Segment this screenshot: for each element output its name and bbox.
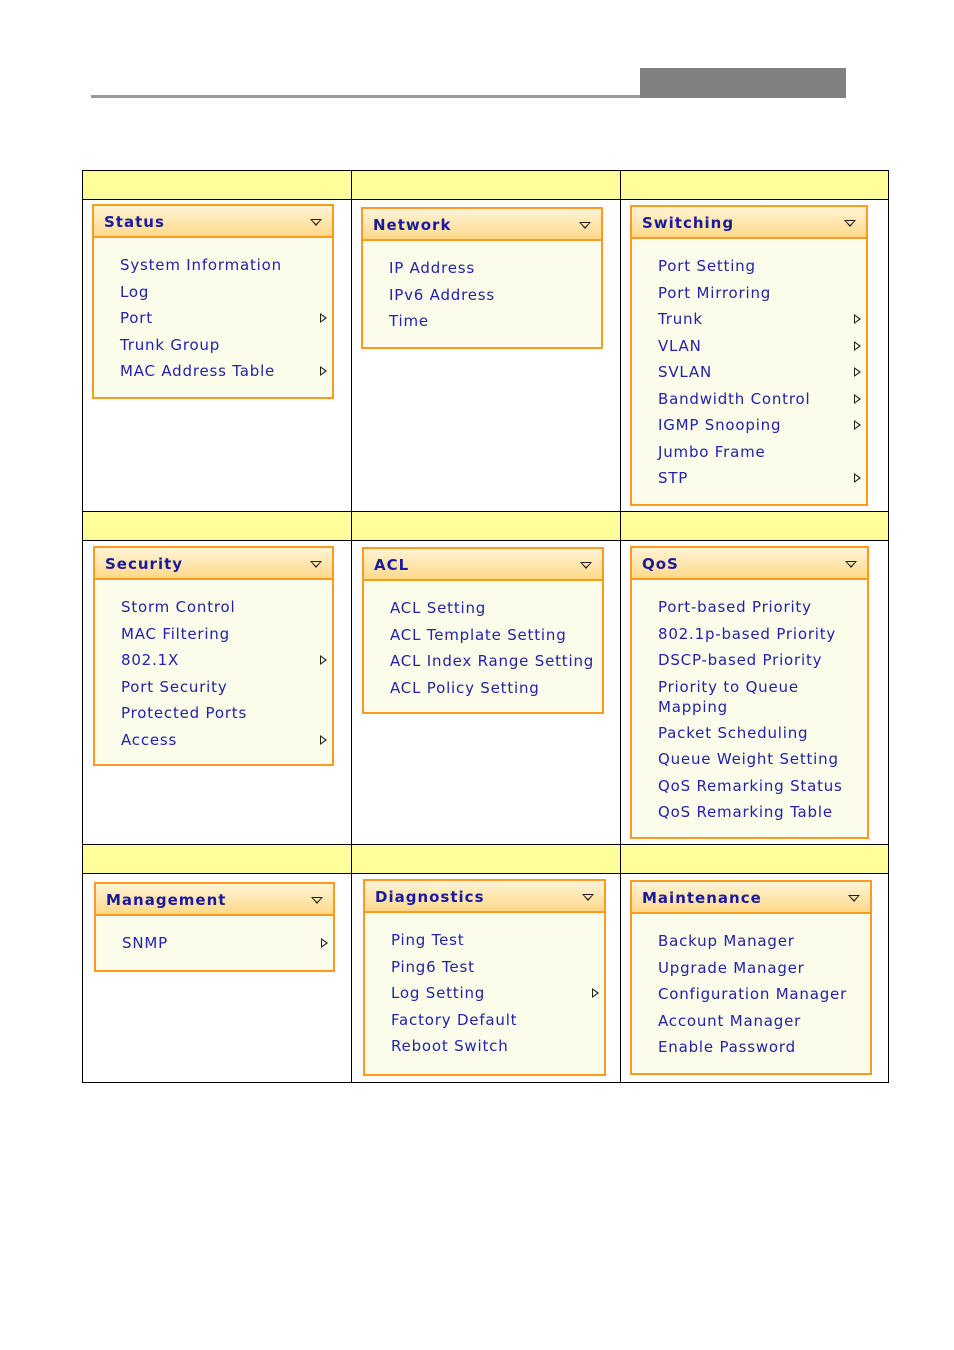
menu-item-maintenance-1[interactable] [632, 955, 870, 982]
menu-item-qos-6[interactable] [632, 773, 867, 800]
menu-item-switching-6[interactable] [632, 412, 866, 439]
menu-item-security-3[interactable] [95, 674, 332, 701]
submenu-arrow-icon [854, 473, 861, 483]
menu-items [94, 238, 332, 385]
menu-item-label: IP Address [389, 259, 475, 277]
submenu-arrow-icon [592, 988, 599, 998]
caret-down-icon[interactable] [311, 897, 323, 904]
menu-item-qos-4[interactable] [632, 720, 867, 747]
menu-item-label: VLAN [658, 336, 702, 355]
menu-item-switching-5[interactable] [632, 386, 866, 413]
menu-item-label: Backup Manager [658, 932, 795, 950]
menu-item-qos-7[interactable] [632, 799, 867, 826]
menu-item-label: ACL Setting [390, 599, 487, 617]
menu-item-label: Packet Scheduling [658, 723, 809, 742]
table-header-band-2 [83, 511, 888, 541]
menu-security [93, 546, 334, 766]
menu-switching [630, 205, 868, 506]
caret-down-icon[interactable] [310, 561, 322, 568]
menu-item-diagnostics-0[interactable] [365, 927, 604, 954]
menu-item-label: Time [389, 312, 429, 330]
menu-title: Maintenance [642, 889, 762, 907]
menu-item-management-0[interactable] [96, 930, 333, 957]
menu-item-qos-2[interactable] [632, 647, 867, 674]
menu-item-label: Account Manager [658, 1011, 802, 1030]
menu-items [364, 581, 602, 701]
menu-item-diagnostics-3[interactable] [365, 1007, 604, 1034]
table-header-band-3 [83, 844, 888, 874]
column-divider-2 [620, 171, 621, 1082]
menu-item-security-4[interactable] [95, 700, 332, 727]
menu-item-label: QoS Remarking Table [658, 803, 833, 821]
menu-item-status-2[interactable] [94, 305, 332, 332]
menu-header[interactable] [94, 206, 332, 238]
menu-header[interactable] [96, 884, 333, 916]
menu-acl [362, 547, 604, 714]
caret-down-icon[interactable] [845, 561, 857, 568]
menu-item-network-2[interactable] [363, 308, 601, 335]
menu-item-label: Bandwidth Control [658, 389, 811, 408]
submenu-arrow-icon [321, 938, 328, 948]
menu-item-switching-0[interactable] [632, 253, 866, 280]
menu-item-label-line2: Mapping [658, 697, 728, 716]
submenu-arrow-icon [854, 394, 861, 404]
menu-header[interactable] [632, 548, 867, 580]
menu-items [96, 916, 333, 957]
menu-item-label: QoS Remarking Status [658, 776, 843, 795]
menu-item-label: ACL Index Range Setting [390, 652, 595, 670]
menu-item-label: Port-based Priority [658, 598, 812, 616]
menu-item-label: Port Setting [658, 257, 756, 275]
menu-maintenance [630, 880, 872, 1075]
menu-item-switching-2[interactable] [632, 306, 866, 333]
submenu-arrow-icon [320, 366, 327, 376]
menu-item-maintenance-0[interactable] [632, 928, 870, 955]
menu-title: Management [106, 891, 227, 909]
submenu-arrow-icon [320, 313, 327, 323]
caret-down-icon[interactable] [582, 894, 594, 901]
menu-item-label: Port Security [121, 677, 228, 696]
menu-title: Security [105, 555, 184, 573]
caret-down-icon[interactable] [848, 895, 860, 902]
menu-network [361, 207, 603, 349]
submenu-arrow-icon [854, 367, 861, 377]
menu-item-label: Log [120, 282, 150, 301]
menu-item-label: ACL Template Setting [390, 625, 567, 644]
menu-header[interactable] [95, 548, 332, 580]
menu-items [632, 580, 867, 826]
menu-header[interactable] [363, 209, 601, 241]
menu-item-qos-0[interactable] [632, 594, 867, 621]
menu-item-acl-2[interactable] [364, 648, 602, 675]
menu-header[interactable] [364, 549, 602, 581]
menu-item-label: SVLAN [658, 363, 712, 381]
header-block [640, 68, 846, 98]
menu-items [632, 239, 866, 492]
menu-items [632, 914, 870, 1061]
menu-item-label: 802.1X [121, 651, 180, 669]
menu-item-status-3[interactable] [94, 332, 332, 359]
menu-title: Network [373, 216, 452, 234]
menu-item-diagnostics-2[interactable] [365, 980, 604, 1007]
menu-item-acl-0[interactable] [364, 595, 602, 622]
menu-item-label: System Information [120, 256, 282, 274]
menu-item-qos-5[interactable] [632, 746, 867, 773]
menu-item-diagnostics-1[interactable] [365, 954, 604, 981]
menu-item-security-2[interactable] [95, 647, 332, 674]
menu-title: QoS [642, 555, 679, 573]
menu-item-label: Reboot Switch [391, 1037, 509, 1055]
menu-title: Diagnostics [375, 888, 485, 906]
menu-items [95, 580, 332, 753]
caret-down-icon[interactable] [580, 562, 592, 569]
menu-item-label: Ping Test [391, 931, 465, 949]
menu-item-network-1[interactable] [363, 282, 601, 309]
menu-item-status-1[interactable] [94, 279, 332, 306]
menu-item-label: Log Setting [391, 984, 486, 1002]
menu-item-label: 802.1p-based Priority [658, 624, 837, 643]
menu-item-label: SNMP [122, 934, 168, 952]
menu-items [365, 913, 604, 1060]
menu-item-label: Jumbo Frame [658, 442, 766, 461]
menu-item-label: Factory Default [391, 1010, 518, 1029]
menu-table [82, 170, 889, 1083]
menu-title: Switching [642, 214, 735, 232]
menu-item-maintenance-4[interactable] [632, 1034, 870, 1061]
menu-item-diagnostics-4[interactable] [365, 1033, 604, 1060]
menu-item-label: Trunk Group [120, 335, 221, 354]
menu-item-qos-1[interactable] [632, 621, 867, 648]
menu-item-label: Port Mirroring [658, 283, 772, 302]
menu-item-acl-1[interactable] [364, 622, 602, 649]
menu-item-label: IPv6 Address [389, 285, 495, 304]
menu-item-label: MAC Address Table [120, 362, 276, 380]
menu-item-switching-4[interactable] [632, 359, 866, 386]
menu-item-label: Protected Ports [121, 704, 248, 722]
menu-item-label: STP [658, 469, 689, 487]
menu-item-label: Queue Weight Setting [658, 750, 839, 768]
menu-item-network-0[interactable] [363, 255, 601, 282]
menu-item-status-0[interactable] [94, 252, 332, 279]
menu-item-acl-3[interactable] [364, 675, 602, 702]
menu-item-label: Upgrade Manager [658, 958, 805, 977]
menu-item-label: ACL Policy Setting [390, 678, 540, 697]
menu-item-security-5[interactable] [95, 727, 332, 754]
menu-item-label: DSCP-based Priority [658, 651, 823, 669]
caret-down-icon[interactable] [844, 220, 856, 227]
menu-item-maintenance-2[interactable] [632, 981, 870, 1008]
submenu-arrow-icon [854, 341, 861, 351]
header-rule [91, 95, 640, 98]
menu-item-switching-8[interactable] [632, 465, 866, 492]
menu-diagnostics [363, 879, 606, 1076]
menu-header[interactable] [632, 207, 866, 239]
menu-item-label: MAC Filtering [121, 624, 230, 643]
menu-item-security-0[interactable] [95, 594, 332, 621]
menu-items [363, 241, 601, 335]
submenu-arrow-icon [320, 735, 327, 745]
caret-down-icon[interactable] [310, 219, 322, 226]
table-header-band-1 [83, 170, 888, 200]
submenu-arrow-icon [320, 655, 327, 665]
menu-title: ACL [374, 556, 410, 574]
menu-qos [630, 546, 869, 839]
menu-management [94, 882, 335, 972]
menu-item-label: Port [120, 309, 153, 327]
menu-item-security-1[interactable] [95, 621, 332, 648]
submenu-arrow-icon [854, 420, 861, 430]
menu-header[interactable] [365, 881, 604, 913]
menu-item-qos-3[interactable] [632, 674, 867, 720]
caret-down-icon[interactable] [579, 222, 591, 229]
menu-item-label: IGMP Snooping [658, 416, 782, 434]
menu-item-status-4[interactable] [94, 358, 332, 385]
menu-status [92, 204, 334, 399]
menu-item-maintenance-3[interactable] [632, 1008, 870, 1035]
menu-item-label: Access [121, 730, 178, 749]
menu-item-label: Configuration Manager [658, 985, 848, 1003]
menu-item-switching-7[interactable] [632, 439, 866, 466]
submenu-arrow-icon [854, 314, 861, 324]
menu-header[interactable] [632, 882, 870, 914]
menu-item-label: Ping6 Test [391, 957, 475, 976]
column-divider-1 [351, 171, 352, 1082]
menu-item-label: Enable Password [658, 1038, 796, 1056]
menu-item-label: Trunk [658, 310, 703, 328]
menu-item-switching-3[interactable] [632, 333, 866, 360]
menu-item-switching-1[interactable] [632, 280, 866, 307]
menu-item-label: Priority to Queue [658, 677, 799, 696]
menu-item-label: Storm Control [121, 598, 236, 616]
menu-title: Status [104, 213, 165, 231]
